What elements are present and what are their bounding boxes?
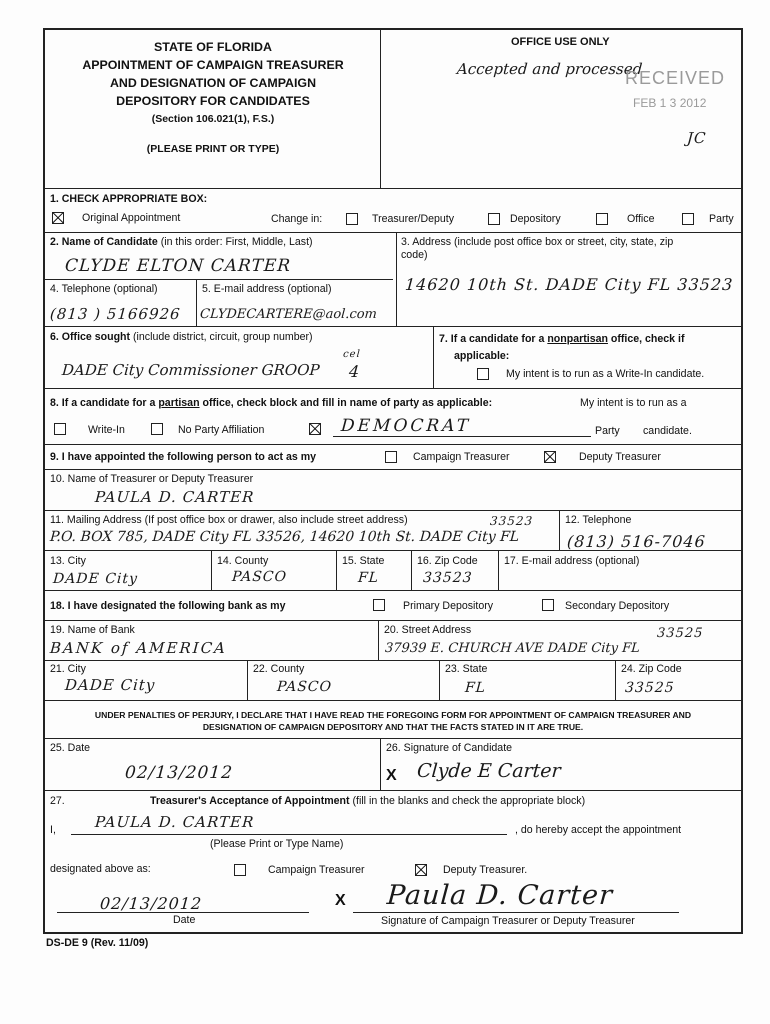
form-title-line-4: DEPOSITORY FOR CANDIDATES [116, 94, 310, 108]
party-name-value[interactable]: DEMOCRAT [340, 416, 472, 436]
partisan-write-in-label: Write-In [88, 424, 125, 436]
s8-label [50, 397, 492, 410]
s8-partisan: partisan [158, 397, 200, 409]
s9-campaign-treasurer-label: Campaign Treasurer [413, 451, 510, 463]
bank-county-value[interactable]: PASCO [276, 679, 333, 695]
appointment-form [43, 28, 743, 934]
change-office-label: Office [627, 213, 655, 225]
s8-prefix: 8. If a candidate for a [50, 397, 159, 409]
s26-label: 26. Signature of Candidate [386, 742, 513, 754]
s8-suffix: office, check block and fill in name of party as applicable: [199, 397, 493, 409]
statute-reference: (Section 106.021(1), F.S.) [151, 113, 275, 125]
nonpartisan-write-in-label: My intent is to run as a Write-In candidate. [506, 368, 705, 380]
s21-label: 21. City [50, 663, 86, 675]
s7-prefix: 7. If a candidate for a [439, 333, 548, 345]
office-use-label: OFFICE USE ONLY [511, 36, 610, 48]
s2-label [50, 236, 313, 249]
s9-deputy-treasurer-label: Deputy Treasurer [579, 451, 661, 463]
s11-zip-note: 33523 [489, 514, 534, 528]
s19-label: 19. Name of Bank [50, 624, 135, 636]
bank-city-value[interactable]: DADE City [64, 676, 157, 694]
s27-label: 27. [50, 795, 65, 807]
change-office-checkbox[interactable] [596, 213, 608, 225]
s27-accept-text: , do hereby accept the appointment [515, 824, 682, 836]
treasurer-signature-x: X [335, 892, 346, 909]
s3-label-2: code) [401, 249, 428, 261]
s6-label [50, 331, 313, 344]
s16-label: 16. Zip Code [417, 555, 478, 567]
candidate-phone-value[interactable]: (813 ) 5166926 [49, 305, 182, 323]
received-stamp-date: FEB 1 3 2012 [633, 96, 707, 110]
s27-campaign-treasurer-label: Campaign Treasurer [268, 864, 365, 876]
s20-label: 20. Street Address [384, 624, 472, 636]
s27-name-hint: (Please Print or Type Name) [210, 838, 344, 850]
s27-title: Treasurer's Acceptance of Appointment [150, 795, 350, 807]
bank-zip-value[interactable]: 33525 [624, 680, 676, 696]
bank-state-value[interactable]: FL [464, 680, 487, 696]
no-party-affiliation-label: No Party Affiliation [178, 424, 265, 436]
treasurer-accept-name-value[interactable]: PAULA D. CARTER [94, 813, 256, 831]
change-in-label: Change in: [271, 213, 323, 225]
s5-label: 5. E-mail address (optional) [202, 283, 332, 295]
s27-deputy-treasurer-checkbox[interactable] [415, 864, 427, 876]
no-party-affiliation-checkbox[interactable] [151, 423, 163, 435]
form-title-line-1: STATE OF FLORIDA [154, 40, 272, 54]
received-stamp: RECEIVED [625, 68, 726, 88]
s9-campaign-treasurer-checkbox[interactable] [385, 451, 397, 463]
secondary-depository-checkbox[interactable] [542, 599, 554, 611]
primary-depository-label: Primary Depository [403, 600, 494, 612]
treasurer-signature[interactable]: Paula D. Carter [385, 880, 615, 911]
s27-designated: designated above as: [50, 863, 151, 875]
s25-label: 25. Date [50, 742, 91, 754]
s15-label: 15. State [342, 555, 385, 567]
s6-label-text: 6. Office sought [50, 331, 131, 343]
s9-deputy-treasurer-checkbox[interactable] [544, 451, 556, 463]
s4-label: 4. Telephone (optional) [50, 283, 158, 295]
change-depository-checkbox[interactable] [488, 213, 500, 225]
s27-heading [150, 795, 585, 808]
s9-label: 9. I have appointed the following person to act as my [50, 451, 317, 463]
candidate-name-value[interactable]: CLYDE ELTON CARTER [64, 256, 292, 276]
office-initials: JC [686, 129, 708, 147]
s1-label: 1. CHECK APPROPRIATE BOX: [50, 193, 208, 205]
treasurer-date-value[interactable]: 02/13/2012 [99, 894, 203, 913]
change-depository-label: Depository [510, 213, 561, 225]
s23-label: 23. State [445, 663, 488, 675]
s8-intent: My intent is to run as a [580, 397, 687, 409]
candidate-date-value[interactable]: 02/13/2012 [124, 763, 234, 783]
candidate-signature-x: X [386, 767, 397, 784]
secondary-depository-label: Secondary Depository [565, 600, 670, 612]
treasurer-state-value[interactable]: FL [357, 570, 380, 586]
change-party-checkbox[interactable] [682, 213, 694, 225]
perjury-line-2: DESIGNATION OF CAMPAIGN DEPOSITORY AND THAT THE FACTS STATED IN IT ARE TRUE. [202, 722, 584, 732]
s17-label: 17. E-mail address (optional) [504, 555, 640, 567]
partisan-write-in-checkbox[interactable] [54, 423, 66, 435]
primary-depository-checkbox[interactable] [373, 599, 385, 611]
s14-label: 14. County [217, 555, 269, 567]
s18-label: 18. I have designated the following bank as my [50, 600, 286, 612]
s27-hint: (fill in the blanks and check the appropriate block) [352, 795, 586, 807]
candidate-signature[interactable]: Clyde E Carter [416, 760, 562, 782]
candidate-email-value[interactable]: CLYDECARTERE@aol.com [199, 307, 378, 322]
s13-label: 13. City [50, 555, 86, 567]
form-title-line-2: APPOINTMENT OF CAMPAIGN TREASURER [82, 58, 344, 72]
treasurer-county-value[interactable]: PASCO [231, 569, 288, 585]
s7-suffix: office, check if [607, 333, 685, 345]
treasurer-phone-value[interactable]: (813) 516-7046 [566, 532, 707, 551]
office-note: Accepted and processed [456, 60, 643, 78]
s27-deputy-treasurer-label: Deputy Treasurer. [443, 864, 528, 876]
s2-label-text: 2. Name of Candidate [50, 236, 158, 248]
party-checkbox[interactable] [309, 423, 321, 435]
office-group-number[interactable]: 4 [348, 362, 361, 381]
treasurer-name-value[interactable]: PAULA D. CARTER [94, 488, 256, 506]
change-treasurer-deputy-checkbox[interactable] [346, 213, 358, 225]
s12-label: 12. Telephone [565, 514, 632, 526]
s11-label: 11. Mailing Address (If post office box or drawer, also include street address) [50, 514, 408, 526]
office-sought-value[interactable]: DADE City Commissioner GROOP [61, 361, 321, 379]
s7-nonpartisan: nonpartisan [547, 333, 608, 345]
bank-name-value[interactable]: BANK of AMERICA [49, 639, 228, 657]
change-treasurer-deputy-label: Treasurer/Deputy [372, 213, 455, 225]
change-party-label: Party [709, 213, 734, 225]
s7-label-2: applicable: [454, 350, 510, 362]
s20-zip-note: 33525 [656, 626, 704, 641]
candidate-label: candidate. [643, 425, 692, 437]
s27-date-label: Date [173, 914, 196, 926]
office-correction-note: cel [342, 349, 362, 360]
original-appointment-label: Original Appointment [82, 212, 181, 224]
s7-label [439, 333, 685, 346]
s22-label: 22. County [253, 663, 305, 675]
candidate-address-value[interactable]: 14620 10th St. DADE City FL 33523 [404, 275, 734, 294]
party-label: Party [595, 425, 620, 437]
s27-i-label: I, [50, 824, 56, 836]
perjury-line-1: UNDER PENALTIES OF PERJURY, I DECLARE THAT I HAVE READ THE FOREGOING FORM FOR APPOINTMENT OF CAMPAIGN TREASURER AND [94, 710, 692, 720]
nonpartisan-write-in-checkbox[interactable] [477, 368, 489, 380]
s24-label: 24. Zip Code [621, 663, 682, 675]
treasurer-city-value[interactable]: DADE City [52, 571, 139, 587]
s3-label: 3. Address (include post office box or street, city, state, zip [401, 236, 674, 248]
treasurer-zip-value[interactable]: 33523 [422, 570, 474, 586]
original-appointment-checkbox[interactable] [52, 212, 64, 224]
s27-campaign-treasurer-checkbox[interactable] [234, 864, 246, 876]
form-title-line-3: AND DESIGNATION OF CAMPAIGN [109, 76, 317, 90]
s6-hint: (include district, circuit, group number) [133, 331, 313, 343]
bank-address-value[interactable]: 37939 E. CHURCH AVE DADE City FL [384, 641, 641, 656]
s27-signature-label: Signature of Campaign Treasurer or Deputy Treasurer [381, 915, 635, 927]
print-instruction: (PLEASE PRINT OR TYPE) [146, 143, 280, 155]
s10-label: 10. Name of Treasurer or Deputy Treasurer [50, 473, 254, 485]
s2-hint: (in this order: First, Middle, Last) [160, 236, 313, 248]
treasurer-address-value[interactable]: P.O. BOX 785, DADE City FL 33526, 14620 10th St. DADE City FL [49, 529, 520, 545]
form-id: DS-DE 9 (Rev. 11/09) [46, 937, 149, 949]
